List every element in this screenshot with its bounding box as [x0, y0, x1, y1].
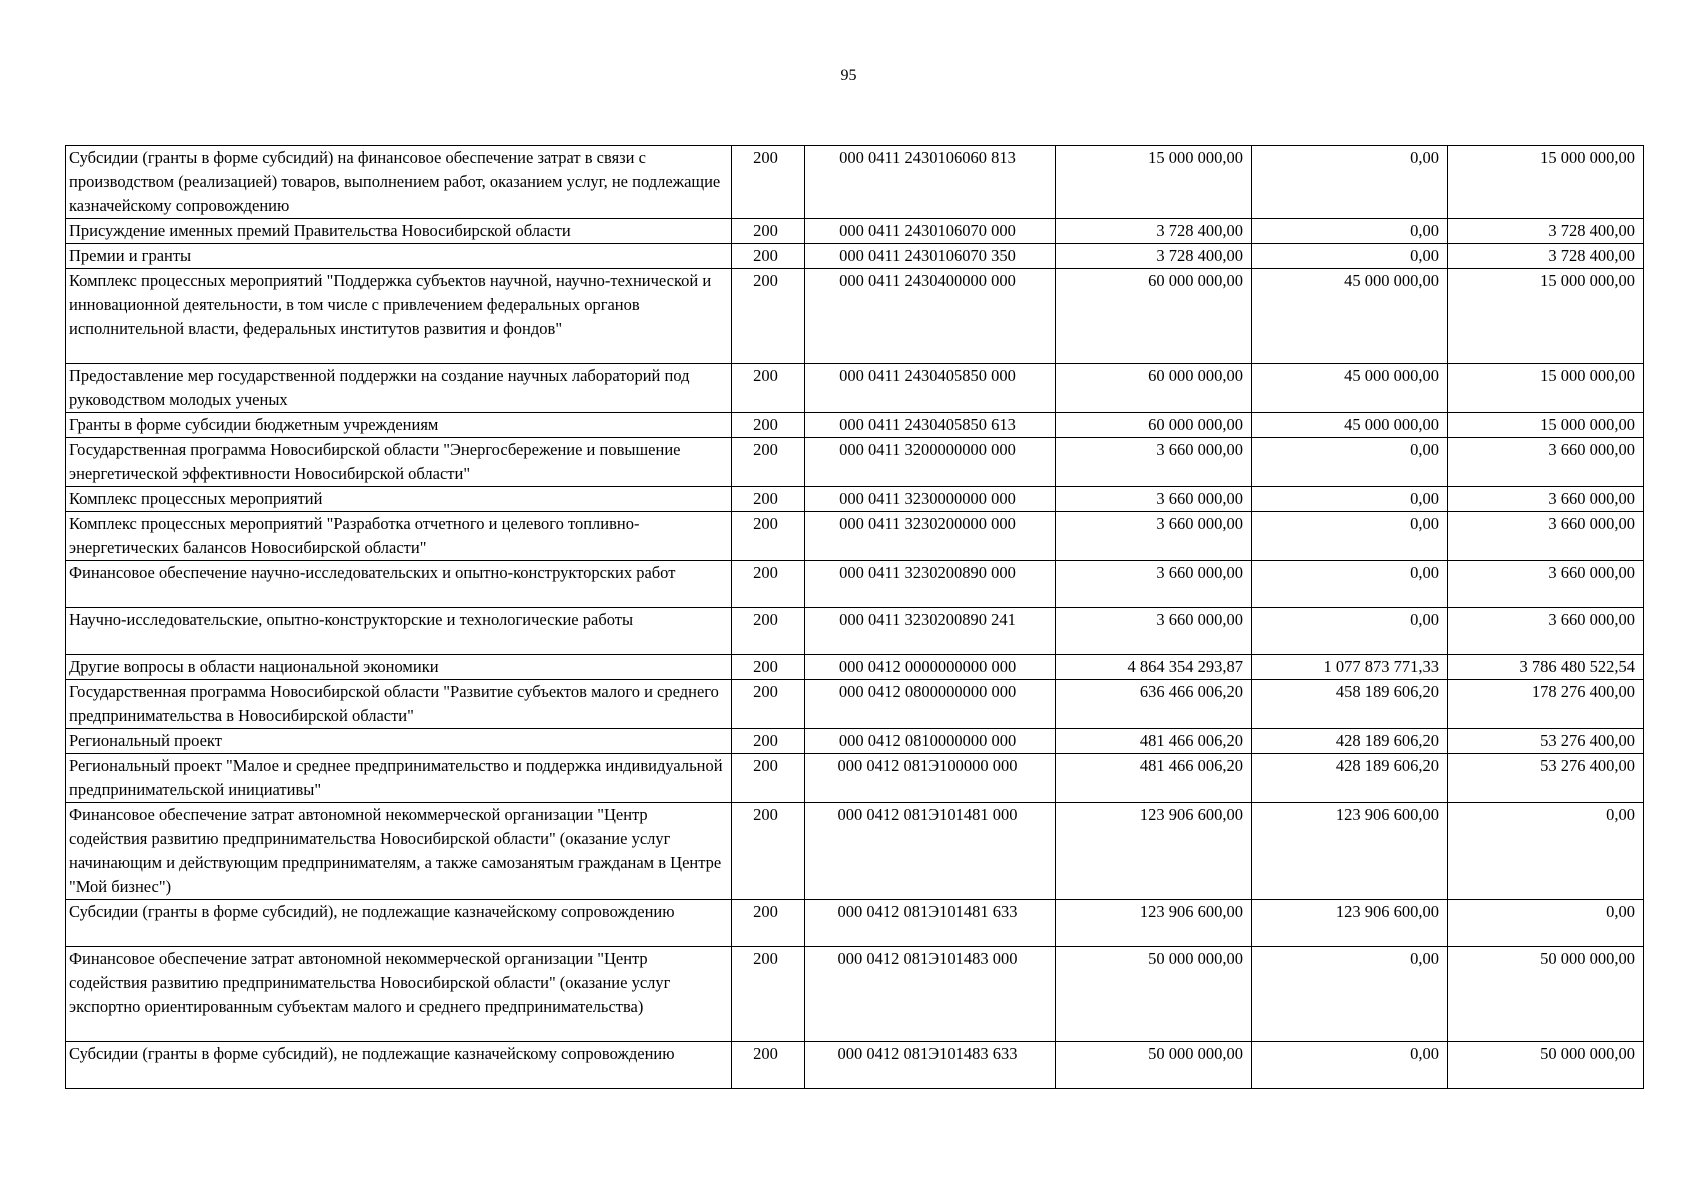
row-budget-code-cell: 000 0411 2430106070 350	[805, 244, 1056, 269]
row-code-cell: 200	[732, 244, 805, 269]
row-code-cell: 200	[732, 608, 805, 655]
row-code-cell: 200	[732, 219, 805, 244]
row-name-cell: Другие вопросы в области национальной экономики	[66, 655, 732, 680]
row-code-cell: 200	[732, 900, 805, 947]
row-amount-3-cell: 0,00	[1448, 803, 1644, 900]
row-amount-total-cell: 50 000 000,00	[1056, 1042, 1252, 1089]
row-amount-total-cell: 123 906 600,00	[1056, 803, 1252, 900]
row-name-cell: Предоставление мер государственной поддержки на создание научных лабораторий под руководством молодых ученых	[66, 364, 732, 413]
row-amount-2-cell: 123 906 600,00	[1252, 900, 1448, 947]
row-name-cell: Финансовое обеспечение затрат автономной некоммерческой организации "Центр содействия развитию предпринимательства Новосибирской области" (оказание услуг экспортно ориентированным субъектам малого и среднего предпринимательства)	[66, 947, 732, 1042]
row-amount-2-cell: 45 000 000,00	[1252, 269, 1448, 364]
row-code-cell: 200	[732, 269, 805, 364]
row-code-cell: 200	[732, 655, 805, 680]
row-amount-3-cell: 15 000 000,00	[1448, 364, 1644, 413]
row-amount-3-cell: 178 276 400,00	[1448, 680, 1644, 729]
row-code-cell: 200	[732, 1042, 805, 1089]
row-budget-code-cell: 000 0411 2430405850 000	[805, 364, 1056, 413]
row-name-cell: Субсидии (гранты в форме субсидий) на финансовое обеспечение затрат в связи с производством (реализацией) товаров, выполнением работ, оказанием услуг, не подлежащие казначейскому сопровождению	[66, 146, 732, 219]
row-code-cell: 200	[732, 146, 805, 219]
row-name-cell: Субсидии (гранты в форме субсидий), не подлежащие казначейскому сопровождению	[66, 1042, 732, 1089]
row-name-cell: Финансовое обеспечение научно-исследовательских и опытно-конструкторских работ	[66, 561, 732, 608]
table-row	[66, 219, 1644, 244]
table-row	[66, 754, 1644, 803]
row-amount-3-cell: 53 276 400,00	[1448, 729, 1644, 754]
row-amount-3-cell: 50 000 000,00	[1448, 947, 1644, 1042]
row-amount-total-cell: 123 906 600,00	[1056, 900, 1252, 947]
row-amount-2-cell: 428 189 606,20	[1252, 729, 1448, 754]
row-budget-code-cell: 000 0411 3230200890 241	[805, 608, 1056, 655]
table-row	[66, 947, 1644, 1042]
table-row	[66, 244, 1644, 269]
row-name-cell: Государственная программа Новосибирской области "Энергосбережение и повышение энергетической эффективности Новосибирской области"	[66, 438, 732, 487]
row-amount-3-cell: 15 000 000,00	[1448, 413, 1644, 438]
table-row	[66, 269, 1644, 364]
row-amount-3-cell: 3 660 000,00	[1448, 561, 1644, 608]
row-amount-2-cell: 45 000 000,00	[1252, 413, 1448, 438]
table-row	[66, 561, 1644, 608]
row-budget-code-cell: 000 0411 3230200890 000	[805, 561, 1056, 608]
row-name-cell: Премии и гранты	[66, 244, 732, 269]
row-name-cell: Комплекс процессных мероприятий "Разработка отчетного и целевого топливно-энергетических балансов Новосибирской области"	[66, 512, 732, 561]
page-number: 95	[840, 67, 857, 84]
row-amount-total-cell: 3 660 000,00	[1056, 487, 1252, 512]
row-amount-total-cell: 60 000 000,00	[1056, 413, 1252, 438]
row-amount-3-cell: 3 660 000,00	[1448, 512, 1644, 561]
table-row	[66, 729, 1644, 754]
row-budget-code-cell: 000 0411 2430106060 813	[805, 146, 1056, 219]
row-budget-code-cell: 000 0412 081Э100000 000	[805, 754, 1056, 803]
row-code-cell: 200	[732, 561, 805, 608]
row-name-cell: Присуждение именных премий Правительства Новосибирской области	[66, 219, 732, 244]
row-amount-2-cell: 0,00	[1252, 438, 1448, 487]
row-amount-3-cell: 3 660 000,00	[1448, 608, 1644, 655]
row-amount-2-cell: 458 189 606,20	[1252, 680, 1448, 729]
row-amount-2-cell: 0,00	[1252, 512, 1448, 561]
budget-table	[65, 145, 1644, 1089]
row-amount-total-cell: 481 466 006,20	[1056, 754, 1252, 803]
table-row	[66, 900, 1644, 947]
table-row	[66, 438, 1644, 487]
row-amount-3-cell: 50 000 000,00	[1448, 1042, 1644, 1089]
row-code-cell: 200	[732, 413, 805, 438]
row-budget-code-cell: 000 0412 0000000000 000	[805, 655, 1056, 680]
row-amount-2-cell: 0,00	[1252, 244, 1448, 269]
row-amount-3-cell: 3 660 000,00	[1448, 438, 1644, 487]
row-amount-3-cell: 0,00	[1448, 900, 1644, 947]
row-amount-total-cell: 3 660 000,00	[1056, 512, 1252, 561]
row-amount-2-cell: 123 906 600,00	[1252, 803, 1448, 900]
row-code-cell: 200	[732, 680, 805, 729]
row-amount-2-cell: 1 077 873 771,33	[1252, 655, 1448, 680]
row-code-cell: 200	[732, 803, 805, 900]
row-name-cell: Комплекс процессных мероприятий	[66, 487, 732, 512]
row-amount-total-cell: 50 000 000,00	[1056, 947, 1252, 1042]
table-row	[66, 364, 1644, 413]
table-row	[66, 655, 1644, 680]
row-budget-code-cell: 000 0411 2430405850 613	[805, 413, 1056, 438]
row-amount-2-cell: 0,00	[1252, 608, 1448, 655]
table-row	[66, 487, 1644, 512]
row-budget-code-cell: 000 0411 3200000000 000	[805, 438, 1056, 487]
table-row	[66, 413, 1644, 438]
table-row	[66, 803, 1644, 900]
budget-table-body	[66, 146, 1644, 1089]
table-row	[66, 680, 1644, 729]
row-name-cell: Научно-исследовательские, опытно-конструкторские и технологические работы	[66, 608, 732, 655]
table-row	[66, 146, 1644, 219]
row-name-cell: Субсидии (гранты в форме субсидий), не подлежащие казначейскому сопровождению	[66, 900, 732, 947]
row-name-cell: Гранты в форме субсидии бюджетным учреждениям	[66, 413, 732, 438]
row-amount-total-cell: 60 000 000,00	[1056, 269, 1252, 364]
row-amount-2-cell: 428 189 606,20	[1252, 754, 1448, 803]
row-amount-3-cell: 3 728 400,00	[1448, 244, 1644, 269]
row-amount-3-cell: 15 000 000,00	[1448, 146, 1644, 219]
row-amount-3-cell: 15 000 000,00	[1448, 269, 1644, 364]
row-code-cell: 200	[732, 438, 805, 487]
row-name-cell: Финансовое обеспечение затрат автономной некоммерческой организации "Центр содействия развитию предпринимательства Новосибирской области" (оказание услуг начинающим и действующим предпринимателям, а также самозанятым гражданам в Центре "Мой бизнес")	[66, 803, 732, 900]
row-budget-code-cell: 000 0412 081Э101483 633	[805, 1042, 1056, 1089]
row-name-cell: Региональный проект	[66, 729, 732, 754]
row-budget-code-cell: 000 0411 2430106070 000	[805, 219, 1056, 244]
row-budget-code-cell: 000 0411 3230000000 000	[805, 487, 1056, 512]
row-budget-code-cell: 000 0412 081Э101481 633	[805, 900, 1056, 947]
row-amount-3-cell: 53 276 400,00	[1448, 754, 1644, 803]
row-code-cell: 200	[732, 364, 805, 413]
row-budget-code-cell: 000 0412 0810000000 000	[805, 729, 1056, 754]
row-name-cell: Государственная программа Новосибирской области "Развитие субъектов малого и среднего предпринимательства в Новосибирской области"	[66, 680, 732, 729]
row-amount-2-cell: 45 000 000,00	[1252, 364, 1448, 413]
row-amount-2-cell: 0,00	[1252, 487, 1448, 512]
row-amount-total-cell: 3 728 400,00	[1056, 219, 1252, 244]
row-amount-total-cell: 636 466 006,20	[1056, 680, 1252, 729]
row-amount-2-cell: 0,00	[1252, 219, 1448, 244]
row-amount-total-cell: 481 466 006,20	[1056, 729, 1252, 754]
row-name-cell: Региональный проект "Малое и среднее предпринимательство и поддержка индивидуальной предпринимательской инициативы"	[66, 754, 732, 803]
row-amount-total-cell: 60 000 000,00	[1056, 364, 1252, 413]
table-row	[66, 1042, 1644, 1089]
row-amount-2-cell: 0,00	[1252, 947, 1448, 1042]
row-amount-total-cell: 15 000 000,00	[1056, 146, 1252, 219]
row-amount-2-cell: 0,00	[1252, 146, 1448, 219]
row-budget-code-cell: 000 0411 3230200000 000	[805, 512, 1056, 561]
row-amount-total-cell: 3 660 000,00	[1056, 608, 1252, 655]
row-amount-total-cell: 3 660 000,00	[1056, 438, 1252, 487]
row-amount-3-cell: 3 660 000,00	[1448, 487, 1644, 512]
row-code-cell: 200	[732, 512, 805, 561]
row-code-cell: 200	[732, 947, 805, 1042]
row-amount-3-cell: 3 786 480 522,54	[1448, 655, 1644, 680]
row-code-cell: 200	[732, 754, 805, 803]
row-amount-total-cell: 3 728 400,00	[1056, 244, 1252, 269]
row-code-cell: 200	[732, 729, 805, 754]
row-amount-2-cell: 0,00	[1252, 1042, 1448, 1089]
row-code-cell: 200	[732, 487, 805, 512]
table-row	[66, 608, 1644, 655]
row-amount-total-cell: 4 864 354 293,87	[1056, 655, 1252, 680]
row-budget-code-cell: 000 0412 081Э101481 000	[805, 803, 1056, 900]
row-amount-total-cell: 3 660 000,00	[1056, 561, 1252, 608]
row-name-cell: Комплекс процессных мероприятий "Поддержка субъектов научной, научно-технической и инновационной деятельности, в том числе с привлечением федеральных органов исполнительной власти, федеральных институтов развития и фондов"	[66, 269, 732, 364]
table-row	[66, 512, 1644, 561]
row-budget-code-cell: 000 0412 0800000000 000	[805, 680, 1056, 729]
row-budget-code-cell: 000 0411 2430400000 000	[805, 269, 1056, 364]
row-budget-code-cell: 000 0412 081Э101483 000	[805, 947, 1056, 1042]
row-amount-3-cell: 3 728 400,00	[1448, 219, 1644, 244]
row-amount-2-cell: 0,00	[1252, 561, 1448, 608]
